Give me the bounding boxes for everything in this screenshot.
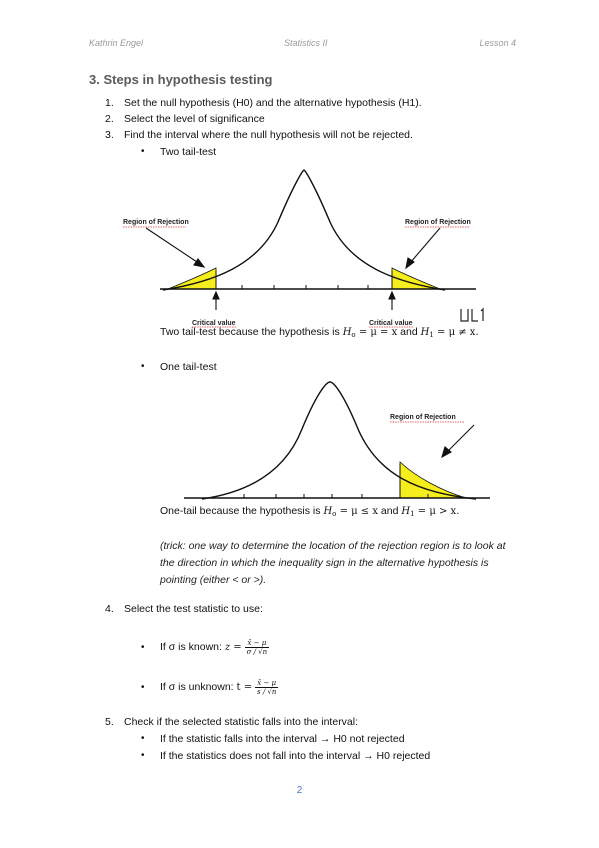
check-bullet-2: If the statistics does not fall into the interval → H0 rejected (160, 750, 431, 762)
step-3-number: 3. (105, 129, 114, 141)
one-tail-region-label: Region of Rejection (390, 414, 456, 421)
step-2-number: 2. (105, 113, 114, 125)
two-tail-critical-right-label: Critical value (369, 320, 413, 327)
step-4-text: Select the test statistic to use: (124, 603, 263, 615)
one-tail-caption (160, 505, 459, 518)
two-tail-critical-left-label: Critical value (192, 320, 236, 327)
two-tail-h1-symbol: H (420, 327, 430, 338)
one-tail-right-rejection-area (400, 462, 466, 498)
one-tail-h1-relation: = μ > x. (414, 506, 460, 517)
header-lesson: Lesson 4 (479, 38, 516, 48)
two-tail-arrows (146, 228, 440, 310)
bullet-dot: • (141, 682, 145, 693)
two-tail-h0-relation: = μ = x (355, 327, 398, 338)
two-tail-h1-subscript: 1 (429, 331, 434, 339)
two-tail-h0-subscript: o (351, 331, 356, 339)
one-tail-ticks (244, 464, 428, 498)
two-tail-right-region-label: Region of Rejection (405, 219, 471, 226)
bullet-dot: • (141, 733, 145, 744)
one-tail-arrow (442, 425, 474, 457)
one-tail-bell-curve (202, 382, 476, 499)
step-1-text: Set the null hypothesis (H0) and the alternative hypothesis (H1). (124, 97, 422, 109)
z-numerator: x̄ − μ (245, 639, 270, 648)
step-5-text: Check if the selected statistic falls into the interval: (124, 716, 359, 728)
stat-unknown-line (160, 674, 278, 701)
one-tail-h0-relation: = μ ≤ x (336, 506, 379, 517)
one-tail-figure (184, 377, 494, 503)
one-tail-bullet-text: One tail-test (160, 361, 217, 373)
step-4-number: 4. (105, 603, 114, 615)
t-symbol: t = (236, 682, 253, 693)
one-tail-h1-subscript: 1 (410, 510, 415, 518)
one-tail-and: and (378, 505, 402, 517)
stat-unknown-text: If σ is unknown: (160, 681, 237, 693)
two-tail-h0-symbol: H (342, 327, 352, 338)
two-tail-left-region-label: Region of Rejection (123, 219, 189, 226)
two-tail-and: and (397, 326, 421, 338)
stat-known-text: If σ is known: (160, 641, 225, 653)
bullet-dot: • (141, 361, 145, 372)
check-bullet-1: If the statistic falls into the interval → H0 not rejected (160, 733, 405, 745)
two-tail-h1-relation: = μ ≠ x. (433, 327, 479, 338)
section-title: 3. Steps in hypothesis testing (89, 72, 273, 87)
bullet-dot: • (141, 750, 145, 761)
z-formula-fraction (245, 639, 270, 656)
stat-known-line (160, 634, 269, 661)
bullet-dot: • (141, 146, 145, 157)
step-1-number: 1. (105, 97, 114, 109)
header-course: Statistics II (284, 38, 328, 48)
z-denominator: σ / √n (246, 647, 268, 656)
two-tail-caption (160, 326, 479, 339)
bullet-dot: • (141, 642, 145, 653)
page-number: 2 (296, 785, 303, 796)
two-tail-caption-pre: Two tail-test because the hypothesis is (160, 326, 343, 338)
t-formula-fraction (255, 679, 278, 696)
two-tail-ticks (216, 271, 392, 289)
step-2-text: Select the level of significance (124, 113, 265, 125)
trick-note: (trick: one way to determine the location of the rejection region is to look at the direction in which the inequality sign in the alternative hypothesis is pointing (either < or >). (160, 540, 506, 586)
step-5-number: 5. (105, 716, 114, 728)
t-denominator: s / √n (257, 687, 277, 696)
two-tail-bell-curve (163, 170, 445, 290)
one-tail-caption-pre: One-tail because the hypothesis is (160, 505, 324, 517)
z-symbol: z = (224, 642, 242, 653)
two-tail-figure (118, 162, 488, 332)
step-3-text: Find the interval where the null hypothesis will not be rejected. (124, 129, 413, 141)
one-tail-h0-symbol: H (323, 506, 333, 517)
one-tail-h0-subscript: o (332, 510, 337, 518)
header-author: Kathrin Engel (89, 38, 144, 48)
two-tail-bullet-text: Two tail-test (160, 146, 217, 158)
formula-bracket-icon (459, 307, 491, 323)
one-tail-h1-symbol: H (401, 506, 411, 517)
t-numerator: x̄ − μ (255, 679, 278, 688)
